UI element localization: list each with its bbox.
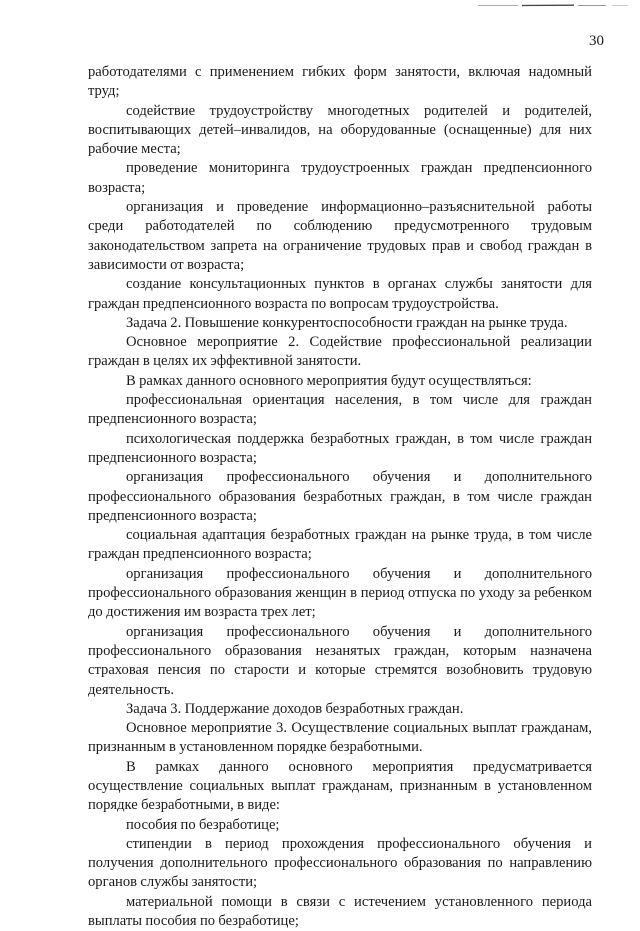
paragraph: В рамках данного основного мероприятия будут осуществляться: [88, 372, 592, 391]
paragraph: психологическая поддержка безработных граждан, в том числе граждан предпенсионного возраста; [88, 430, 592, 469]
paragraph: В рамках данного основного мероприятия предусматривается осуществление социальных выплат гражданам, признанным в установленном порядке безработными, в виде: [88, 758, 592, 816]
paragraph: социальная адаптация безработных граждан на рынке труда, в том числе граждан предпенсионного возраста; [88, 526, 592, 565]
task-heading: Задача 2. Повышение конкурентоспособности граждан на рынке труда. [88, 314, 592, 333]
main-activity-heading: Основное мероприятие 2. Содействие профессиональной реализации граждан в целях их эффективной занятости. [88, 333, 592, 372]
document-body [88, 63, 592, 931]
page-number: 30 [574, 33, 604, 50]
paragraph: организация и проведение информационно–разъяснительной работы среди работодателей по соблюдению предусмотренного трудовым законодательством запрета на ограничение трудовых прав и свобод граждан в зависимости от возраста; [88, 198, 592, 275]
list-item: пособия по безработице; [88, 816, 592, 835]
list-item: материальной помощи в связи с истечением установленного периода выплаты пособия по безработице; [88, 893, 592, 931]
task-heading: Задача 3. Поддержание доходов безработных граждан. [88, 700, 592, 719]
paragraph: создание консультационных пунктов в органах службы занятости для граждан предпенсионного возраста по вопросам трудоустройства. [88, 275, 592, 314]
paragraph: проведение мониторинга трудоустроенных граждан предпенсионного возраста; [88, 159, 592, 198]
paragraph: профессиональная ориентация населения, в том числе для граждан предпенсионного возраста; [88, 391, 592, 430]
paragraph: работодателями с применением гибких форм занятости, включая надомный труд; [88, 63, 592, 102]
paragraph: организация профессионального обучения и дополнительного профессионального образования незанятых граждан, которым назначена страховая пенсия по старости и которые стремятся возобновить трудовую деятельность. [88, 623, 592, 700]
list-item: стипендии в период прохождения профессионального обучения и получения дополнительного профессионального образования по направлению органов службы занятости; [88, 835, 592, 893]
paragraph: содействие трудоустройству многодетных родителей и родителей, воспитывающих детей–инвалидов, на оборудованные (оснащенные) для них рабочие места; [88, 102, 592, 160]
paragraph: организация профессионального обучения и дополнительного профессионального образования женщин в период отпуска по уходу за ребенком до достижения им возраста трех лет; [88, 565, 592, 623]
main-activity-heading: Основное мероприятие 3. Осуществление социальных выплат гражданам, признанным в установленном порядке безработными. [88, 719, 592, 758]
scan-artifact-line [478, 4, 628, 7]
paragraph: организация профессионального обучения и дополнительного профессионального образования безработных граждан, в том числе граждан предпенсионного возраста; [88, 468, 592, 526]
